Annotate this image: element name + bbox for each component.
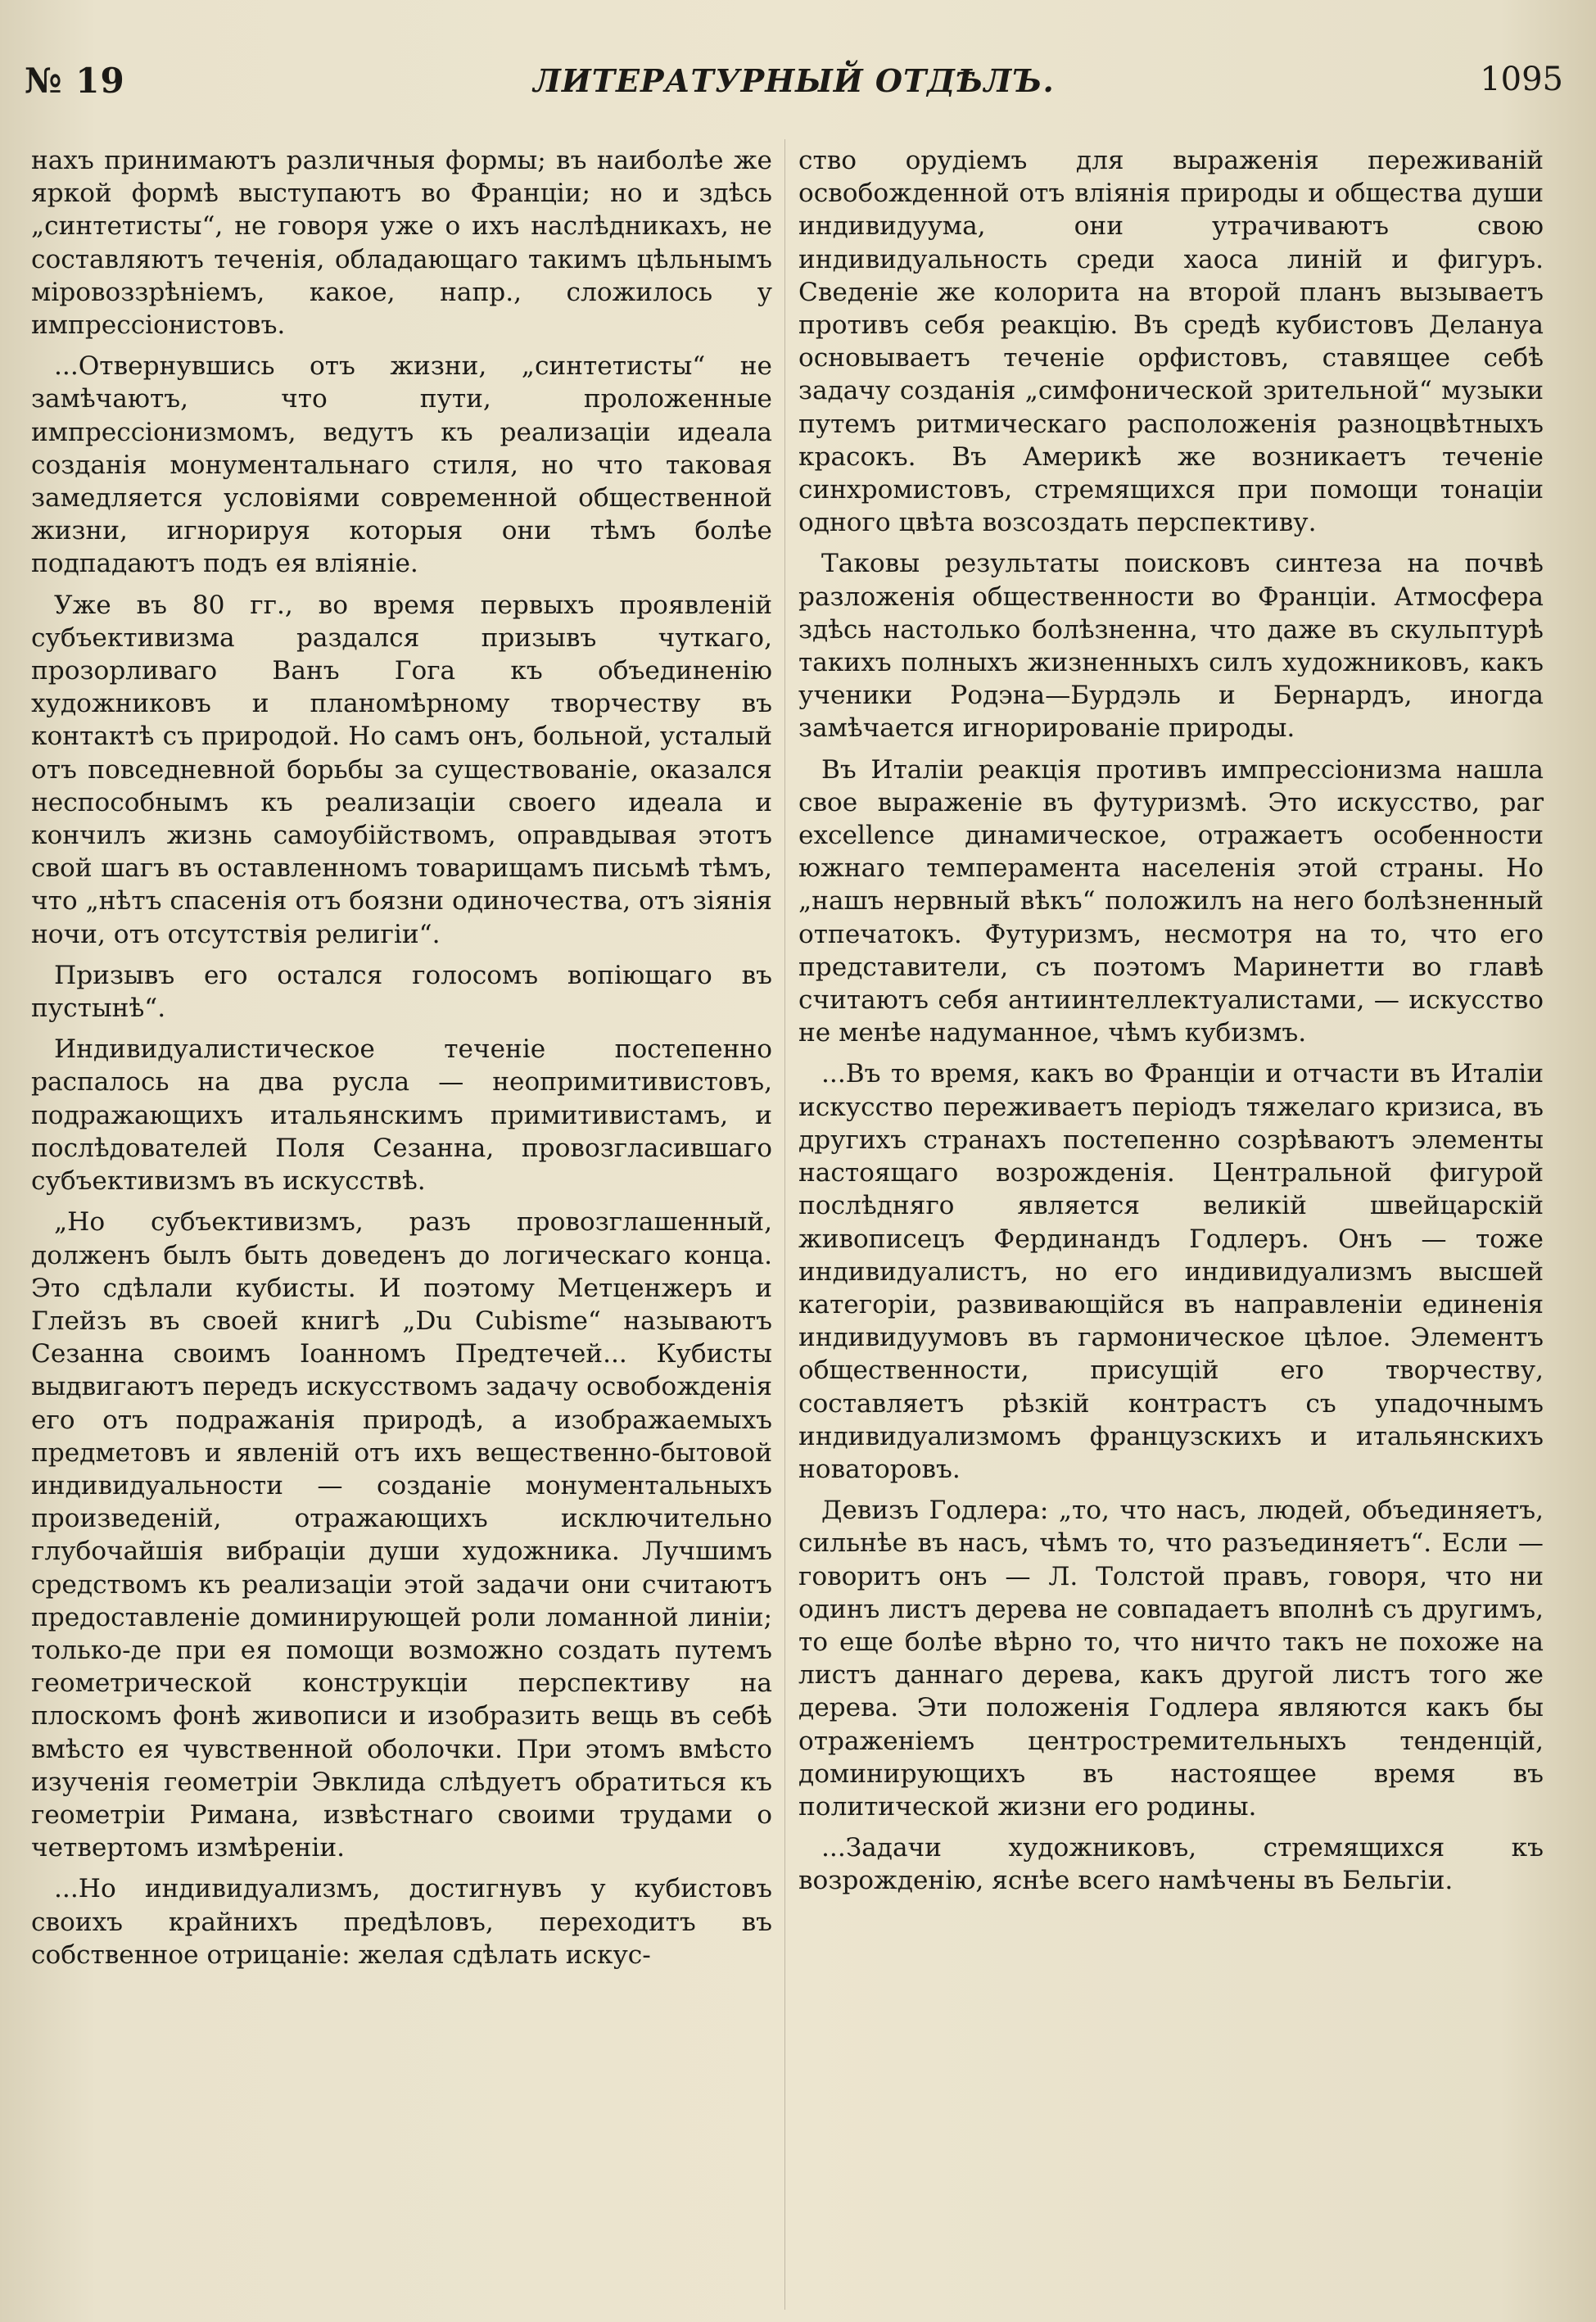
paragraph: ...Но индивидуализмъ, достигнувъ у кубистовъ своихъ крайнихъ предѣловъ, переходитъ въ собственное отрицаніе: желая сдѣлать искус- [31,1874,772,1970]
paragraph: нахъ принимаютъ различныя формы; въ наиболѣе же яркой формѣ выступаютъ во Франціи; но и здѣсь „синтетисты“, не говоря уже о ихъ наслѣдникахъ, не составляютъ теченія, обладающаго такимъ цѣльнымъ міровоззрѣніемъ, какое, напр., сложилось у импрессіонистовъ. [31,146,772,341]
left-text-column [31,144,772,1980]
paragraph: Уже въ 80 гг., во время первыхъ проявленій субъективизма раздался призывъ чуткаго, прозорливаго Ванъ Гога къ объединенію художниковъ и планомѣрному творчеству въ контактѣ съ природой. Но самъ онъ, больной, усталый отъ повседневной борьбы за существованіе, оказался неспособнымъ къ реализаціи своего идеала и кончилъ жизнь самоубійствомъ, оправдывая этотъ свой шагъ въ оставленномъ товарищамъ письмѣ тѣмъ, что „нѣтъ спасенія отъ боязни одиночества, отъ зіянія ночи, отъ отсутствія религіи“. [31,590,772,949]
paragraph: Въ Италіи реакція противъ импрессіонизма нашла свое выраженіе въ футуризмѣ. Это искусство, par excellence динамическое, отражаетъ особенности южнаго темперамента населенія этой страны. Но „нашъ нервный вѣкъ“ положилъ на него болѣзненный отпечатокъ. Футуризмъ, несмотря на то, что его представители, съ поэтомъ Маринетти во главѣ считаютъ себя антиинтеллектуалистами, — искусство не менѣе надуманное, чѣмъ кубизмъ. [798,754,1544,1048]
right-text-column [798,144,1544,1906]
page-header [25,61,1563,110]
section-title: ЛИТЕРАТУРНЫЙ ОТДѢЛЪ. [533,62,1055,99]
paragraph: ство орудіемъ для выраженія переживаній освобожденной отъ вліянія природы и общества души индивидуума, они утрачиваютъ свою индивидуальность среди хаоса линій и фигуръ. Сведеніе же колорита на второй планъ вызываетъ противъ себя реакцію. Въ средѣ кубистовъ Делануа основываетъ теченіе орфистовъ, ставящее себѣ задачу созданія „симфонической зрительной“ музыки путемъ ритмическаго расположенія разноцвѣтныхъ красокъ. Въ Америкѣ же возникаетъ теченіе синхромистовъ, стремящихся при помощи тонаціи одного цвѣта возсоздать перспективу. [798,146,1544,538]
issue-number: № 19 [25,61,125,101]
paragraph: Девизъ Годлера: „то, что насъ, людей, объединяетъ, сильнѣе въ насъ, чѣмъ то, что разъединяетъ“. Если — говоритъ онъ — Л. Толстой правъ, говоря, что ни одинъ листъ дерева не совпадаетъ вполнѣ съ другимъ, то еще болѣе вѣрно то, что ничто такъ не похоже на листъ даннаго дерева, какъ другой листъ того же дерева. Эти положенія Годлера являются какъ бы отраженіемъ центростремительныхъ тенденцій, доминирующихъ въ настоящее время въ политической жизни его родины. [798,1496,1544,1822]
paragraph: „Но субъективизмъ, разъ провозглашенный, долженъ былъ быть доведенъ до логическаго конца. Это сдѣлали кубисты. И поэтому Метценжеръ и Глейзъ въ своей книгѣ „Du Cubisme“ называютъ Сезанна своимъ Іоанномъ Предтечей... Кубисты выдвигаютъ передъ искусствомъ задачу освобожденія его отъ подражанія природѣ, а изображаемыхъ предметовъ и явленій отъ ихъ вещественно-бытовой индивидуальности — созданіе монументальныхъ произведеній, отражающихъ исключительно глубочайшія вибраціи души художника. Лучшимъ средствомъ къ реализаціи этой задачи они считаютъ предоставленіе доминирующей роли ломанной линіи; только-де при ея помощи возможно создать путемъ геометрической конструкціи перспективу на плоскомъ фонѣ живописи и изобразить вещь въ себѣ вмѣсто ея чувственной оболочки. При этомъ вмѣсто изученія геометріи Эвклида слѣдуетъ обратиться къ геометріи Римана, извѣстнаго своими трудами о четвертомъ измѣреніи. [31,1207,772,1863]
paragraph: Таковы результаты поисковъ синтеза на почвѣ разложенія общественности во Франціи. Атмосфера здѣсь настолько болѣзненна, что даже въ скульптурѣ такихъ полныхъ жизненныхъ силъ художниковъ, какъ ученики Родэна—Бурдэль и Бернардъ, иногда замѣчается игнорированіе природы. [798,549,1544,744]
paragraph: ...Въ то время, какъ во Франціи и отчасти въ Италіи искусство переживаетъ періодъ тяжелаго кризиса, въ другихъ странахъ постепенно созрѣваютъ элементы настоящаго возрожденія. Центральной фигурой послѣдняго является великій швейцарскій живописецъ Фердинандъ Годлеръ. Онъ — тоже индивидуалистъ, но его индивидуализмъ высшей категоріи, развивающійся въ направленіи единенія индивидуумовъ въ гармоническое цѣлое. Элементъ общественности, присущій его творчеству, составляетъ рѣзкій контрастъ съ упадочнымъ индивидуализмомъ французскихъ и итальянскихъ новаторовъ. [798,1059,1544,1484]
paragraph: Призывъ его остался голосомъ вопіющаго въ пустынѣ“. [31,960,772,1024]
paragraph: Индивидуалистическое теченіе постепенно распалось на два русла — неопримитивистовъ, подражающихъ итальянскимъ примитивистамъ, и послѣдователей Поля Сезанна, провозгласившаго субъективизмъ въ искусствѣ. [31,1034,772,1197]
paragraph: ...Задачи художниковъ, стремящихся къ возрожденію, яснѣе всего намѣчены въ Бельгіи. [798,1833,1544,1896]
paragraph: ...Отвернувшись отъ жизни, „синтетисты“ не замѣчаютъ, что пути, проложенные импрессіонизмомъ, ведутъ къ реализаціи идеала созданія монументальнаго стиля, но что таковая замедляется условіями современной общественной жизни, игнорируя которыя они тѣмъ болѣе подпадаютъ подъ ея вліяніе. [31,351,772,579]
page-number: 1095 [1480,61,1563,98]
column-divider [784,139,785,2310]
